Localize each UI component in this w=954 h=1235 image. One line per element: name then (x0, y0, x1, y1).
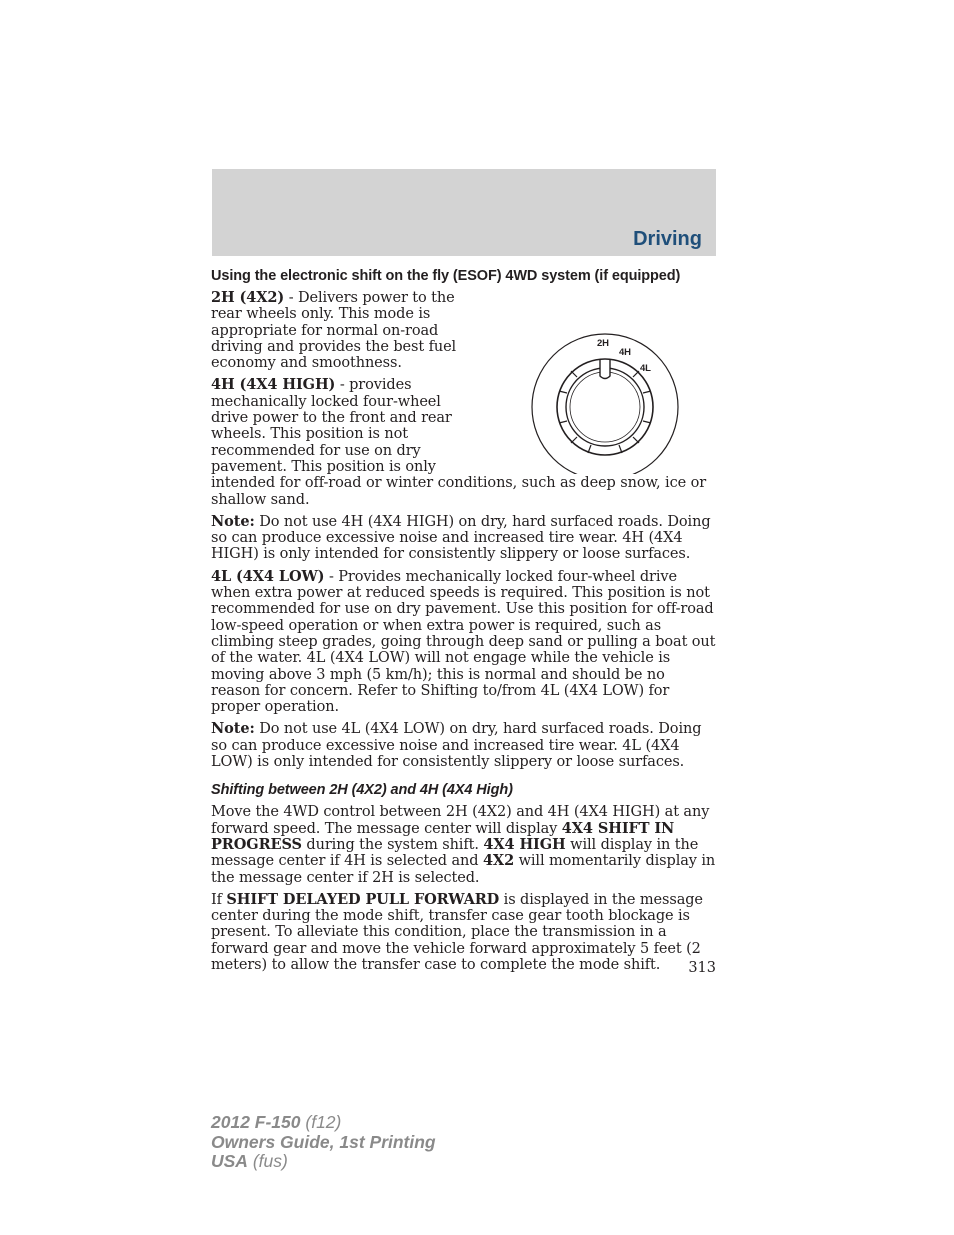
page-number: 313 (688, 960, 716, 976)
document-footer (211, 1113, 436, 1172)
knob-pointer (600, 360, 610, 379)
footer-region-line: USA (fus) (211, 1151, 288, 1171)
footer-model-line: 2012 F-150 (f12) (211, 1112, 342, 1132)
page-content (211, 266, 716, 979)
note-4l: Note: Do not use 4L (4X4 LOW) on dry, hard surfaced roads. Doing so can produce excessive noise and increased tire wear. 4L (4X4 LOW) is only intended for consistently slippery or loose surfaces. (211, 720, 702, 771)
paragraph-4h: 4H (4X4 HIGH) - provides mechanically locked four-wheel drive power to the front and rear wheels. This position is not recommended for use on dry pavement. This position is only intended for off-road or winter conditions, such as deep snow, ice or shallow sand. (211, 376, 707, 508)
note-label: Note: (211, 720, 255, 738)
knob-dial-core (570, 372, 640, 442)
section-title: Driving (633, 228, 702, 250)
paragraph-2h: 2H (4X2) - Delivers power to the rear wheels only. This mode is appropriate for normal on-road driving and provides the best fuel economy and smoothness. (211, 289, 457, 372)
knob-dial-inner (566, 368, 644, 446)
shifting-subheading: Shifting between 2H (4X2) and 4H (4X4 High) (211, 782, 513, 799)
note-label: Note: (211, 512, 255, 530)
esof-heading: Using the electronic shift on the fly (ESOF) 4WD system (if equipped) (211, 268, 681, 284)
note-4h: Note: Do not use 4H (4X4 HIGH) on dry, hard surfaced roads. Doing so can produce excessive noise and increased tire wear. 4H (4X4 HIGH) is only intended for consistently slippery or loose surfaces. (211, 512, 711, 563)
section-header-band (212, 169, 716, 256)
position-label-2h: 2H (597, 338, 609, 349)
position-label-4h: 4H (619, 347, 631, 358)
paragraph-shift-2h-4h: Move the 4WD control between 2H (4X2) and 4H (4X4 HIGH) at any forward speed. The message center will display 4X4 SHIFT IN PROGRESS during the system shift. 4X4 HIGH will display in the message center if 4H is selected and 4X2 will momentarily display in the message center if 2H is selected. (211, 804, 716, 886)
term-2h: 2H (4X2) (211, 289, 285, 306)
term-4h: 4H (4X4 HIGH) (211, 376, 336, 394)
paragraph-shift-delayed: If SHIFT DELAYED PULL FORWARD is displayed in the message center during the mode shift, transfer case gear tooth blockage is present. To alleviate this condition, place the transmission in a forward gear and move the vehicle forward approximately 5 feet (2 meters) to allow the transfer case to complete the mode shift. (211, 890, 703, 973)
footer-guide-line: Owners Guide, 1st Printing (211, 1131, 436, 1152)
4wd-knob-illustration (464, 290, 716, 474)
knob-tick-marks (559, 371, 651, 453)
4wd-control-knob-figure (464, 290, 716, 474)
position-label-4l: 4L (640, 363, 651, 374)
term-4l: 4L (4X4 LOW) (211, 567, 325, 585)
paragraph-4l: 4L (4X4 LOW) - Provides mechanically locked four-wheel drive when extra power at reduced speeds is required. This position is not recommended for use on dry pavement. Use this position for off-road low-speed operation or when extra power is required, such as climbing steep grades, going through deep sand or pulling a boat out of the water. 4L (4X4 LOW) will not engage while the vehicle is moving above 3 mph (5 km/h); this is normal and should be no reason for concern. Refer to Shifting to/from 4L (4X4 LOW) for proper operation. (211, 567, 716, 716)
knob-outer-ring (532, 334, 678, 474)
